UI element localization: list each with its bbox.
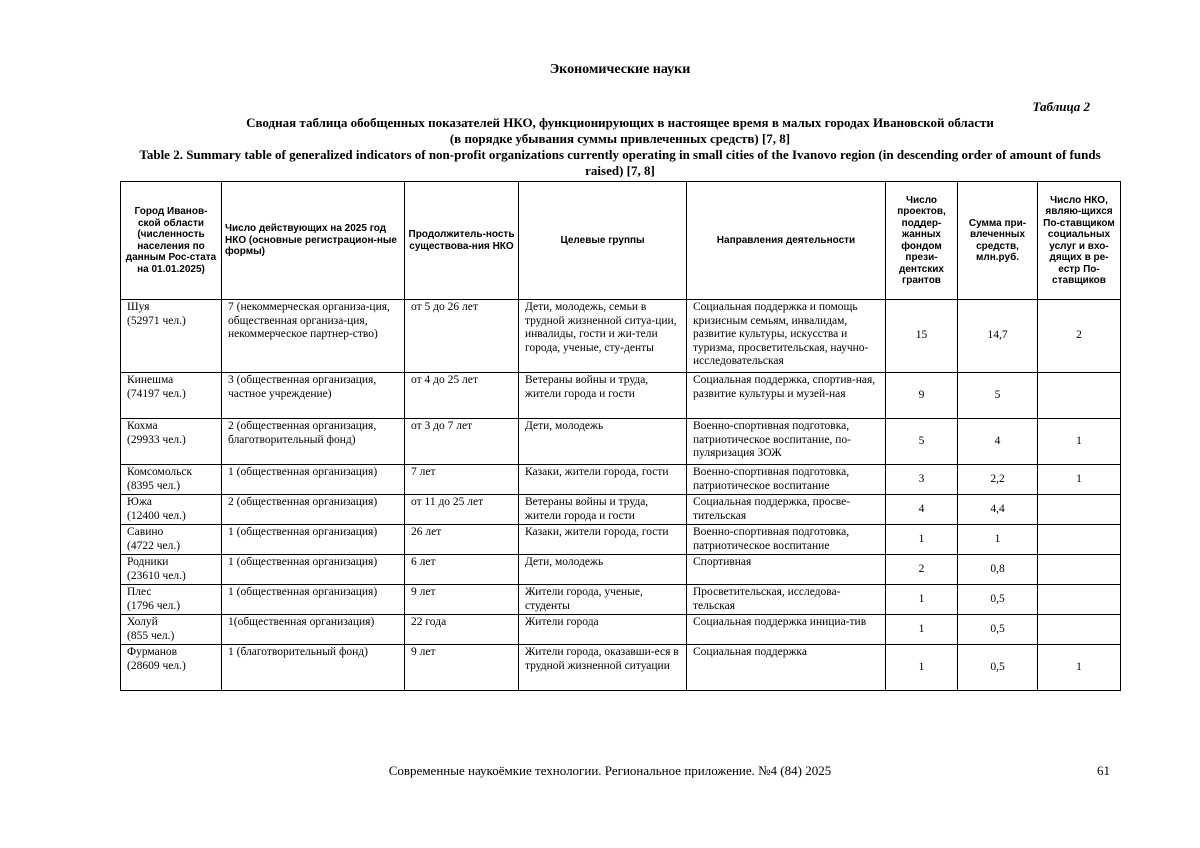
city-population: (12400 чел.)	[127, 509, 186, 522]
projects-cell: 1	[886, 615, 958, 645]
header-funds: Сумма при-влеченных средств, млн.руб.	[958, 182, 1038, 300]
providers-cell: 1	[1038, 465, 1121, 495]
funds-cell: 4,4	[958, 495, 1038, 525]
nko-cell: 3 (общественная организация, частное учреждение)	[222, 373, 405, 419]
table-header-row	[121, 182, 1121, 300]
page-number: 61	[1097, 763, 1110, 778]
duration-cell: 9 лет	[405, 585, 519, 615]
duration-cell: от 4 до 25 лет	[405, 373, 519, 419]
city-population: (29933 чел.)	[127, 433, 186, 446]
city-name: Фурманов	[127, 646, 178, 658]
city-population: (23610 чел.)	[127, 569, 186, 582]
city-name: Кинешма	[127, 374, 174, 386]
city-cell	[121, 525, 222, 555]
city-name: Кохма	[127, 420, 158, 432]
providers-cell: 1	[1038, 419, 1121, 465]
header-duration: Продолжитель-ность существова-ния НКО	[405, 182, 519, 300]
city-cell	[121, 645, 222, 691]
groups-cell: Жители города	[519, 615, 687, 645]
providers-cell	[1038, 525, 1121, 555]
duration-cell: 26 лет	[405, 525, 519, 555]
city-cell	[121, 555, 222, 585]
header-providers: Число НКО, являю-щихся По-ставщиком социальных услуг и вхо-дящих в ре-естр По-ставщиков	[1038, 182, 1121, 300]
city-name: Комсомольск	[127, 466, 193, 478]
table-row	[121, 555, 1121, 585]
groups-cell: Дети, молодежь	[519, 555, 687, 585]
directions-cell: Социальная поддержка, просве-тительская	[687, 495, 886, 525]
groups-cell: Жители города, оказавши-еся в трудной жизненной ситуации	[519, 645, 687, 691]
table-row	[121, 525, 1121, 555]
table-body	[121, 300, 1121, 691]
funds-cell: 14,7	[958, 300, 1038, 373]
duration-cell: от 5 до 26 лет	[405, 300, 519, 373]
providers-cell	[1038, 373, 1121, 419]
duration-cell: от 3 до 7 лет	[405, 419, 519, 465]
city-name: Плес	[127, 586, 152, 598]
caption-ru-line1: Сводная таблица обобщенных показателей НКО, функционирующих в настоящее время в малых городах Ивановской области	[246, 115, 994, 130]
city-cell	[121, 373, 222, 419]
projects-cell: 1	[886, 585, 958, 615]
journal-footer: Современные наукоёмкие технологии. Региональное приложение. №4 (84) 2025	[388, 763, 832, 778]
groups-cell: Казаки, жители города, гости	[519, 525, 687, 555]
funds-cell: 0,5	[958, 585, 1038, 615]
city-name: Родники	[127, 556, 169, 568]
nko-cell: 7 (некоммерческая организа-ция, общественная организа-ция, некоммерческое партнер-ство)	[222, 300, 405, 373]
projects-cell: 4	[886, 495, 958, 525]
header-directions: Направления деятельности	[687, 182, 886, 300]
projects-cell: 15	[886, 300, 958, 373]
city-cell	[121, 465, 222, 495]
directions-cell: Спортивная	[687, 555, 886, 585]
header-target-groups: Целевые группы	[519, 182, 687, 300]
funds-cell: 0,5	[958, 615, 1038, 645]
projects-cell: 1	[886, 525, 958, 555]
city-name: Холуй	[127, 616, 158, 628]
duration-cell: 6 лет	[405, 555, 519, 585]
table-row	[121, 419, 1121, 465]
city-population: (855 чел.)	[127, 629, 175, 642]
projects-cell: 5	[886, 419, 958, 465]
nko-cell: 2 (общественная организация, благотворительный фонд)	[222, 419, 405, 465]
directions-cell: Социальная поддержка и помощь кризисным семьям, инвалидам, развитие культуры, искусства и туризма, просветительская, научно-исследовательская	[687, 300, 886, 373]
directions-cell: Военно-спортивная подготовка, патриотическое воспитание	[687, 465, 886, 495]
city-population: (4722 чел.)	[127, 539, 181, 552]
caption-ru-line2: (в порядке убывания суммы привлеченных средств) [7, 8]	[449, 131, 791, 146]
groups-cell: Дети, молодежь, семьи в трудной жизненной ситуа-ции, инвалиды, гости и жи-тели города, ученые, сту-денты	[519, 300, 687, 373]
providers-cell	[1038, 555, 1121, 585]
groups-cell: Жители города, ученые, студенты	[519, 585, 687, 615]
table-row	[121, 615, 1121, 645]
table-row	[121, 585, 1121, 615]
directions-cell: Социальная поддержка инициа-тив	[687, 615, 886, 645]
duration-cell: 7 лет	[405, 465, 519, 495]
table-row	[121, 300, 1121, 373]
city-population: (74197 чел.)	[127, 387, 186, 400]
table-row	[121, 465, 1121, 495]
header-nko-count: Число действующих на 2025 год НКО (основные регистрацион-ные формы)	[222, 182, 405, 300]
table-caption	[120, 115, 1120, 179]
city-name: Южа	[127, 496, 153, 508]
city-name: Савино	[127, 526, 164, 538]
nko-cell: 1 (общественная организация)	[222, 465, 405, 495]
nko-cell: 1 (общественная организация)	[222, 555, 405, 585]
city-population: (52971 чел.)	[127, 314, 186, 327]
providers-cell: 2	[1038, 300, 1121, 373]
directions-cell: Военно-спортивная подготовка, патриотическое воспитание, по-пуляризация ЗОЖ	[687, 419, 886, 465]
projects-cell: 3	[886, 465, 958, 495]
city-population: (28609 чел.)	[127, 659, 186, 672]
directions-cell: Военно-спортивная подготовка, патриотическое воспитание	[687, 525, 886, 555]
caption-en: Table 2. Summary table of generalized indicators of non-profit organizations currently operating in small cities of the Ivanovo region (in descending order of amount of funds raised) [7, 8]	[139, 147, 1101, 178]
city-population: (1796 чел.)	[127, 599, 181, 612]
city-cell	[121, 495, 222, 525]
header-city: Город Иванов-ской области (численность населения по данным Рос-стата на 01.01.2025)	[121, 182, 222, 300]
directions-cell: Просветительская, исследова-тельская	[687, 585, 886, 615]
table-row	[121, 645, 1121, 691]
nko-cell: 1(общественная организация)	[222, 615, 405, 645]
section-header: Экономические науки	[549, 62, 691, 77]
table-number: Таблица 2	[1032, 99, 1090, 114]
nko-cell: 1 (общественная организация)	[222, 585, 405, 615]
groups-cell: Ветераны войны и труда, жители города и гости	[519, 495, 687, 525]
projects-cell: 9	[886, 373, 958, 419]
funds-cell: 1	[958, 525, 1038, 555]
groups-cell: Дети, молодежь	[519, 419, 687, 465]
providers-cell	[1038, 585, 1121, 615]
duration-cell: 22 года	[405, 615, 519, 645]
city-cell	[121, 585, 222, 615]
directions-cell: Социальная поддержка, спортив-ная, развитие культуры и музей-ная	[687, 373, 886, 419]
providers-cell: 1	[1038, 645, 1121, 691]
funds-cell: 4	[958, 419, 1038, 465]
city-cell	[121, 419, 222, 465]
funds-cell: 0,8	[958, 555, 1038, 585]
projects-cell: 1	[886, 645, 958, 691]
city-cell	[121, 300, 222, 373]
groups-cell: Ветераны войны и труда, жители города и гости	[519, 373, 687, 419]
projects-cell: 2	[886, 555, 958, 585]
funds-cell: 0,5	[958, 645, 1038, 691]
city-population: (8395 чел.)	[127, 479, 181, 492]
directions-cell: Социальная поддержка	[687, 645, 886, 691]
providers-cell	[1038, 615, 1121, 645]
table-row	[121, 373, 1121, 419]
city-cell	[121, 615, 222, 645]
nko-cell: 1 (благотворительный фонд)	[222, 645, 405, 691]
providers-cell	[1038, 495, 1121, 525]
table-row	[121, 495, 1121, 525]
duration-cell: от 11 до 25 лет	[405, 495, 519, 525]
duration-cell: 9 лет	[405, 645, 519, 691]
summary-table	[120, 181, 1121, 691]
header-projects: Число проектов, поддер-жанных фондом прези-дентских грантов	[886, 182, 958, 300]
funds-cell: 5	[958, 373, 1038, 419]
city-name: Шуя	[127, 301, 150, 313]
groups-cell: Казаки, жители города, гости	[519, 465, 687, 495]
nko-cell: 1 (общественная организация)	[222, 525, 405, 555]
funds-cell: 2,2	[958, 465, 1038, 495]
nko-cell: 2 (общественная организация)	[222, 495, 405, 525]
